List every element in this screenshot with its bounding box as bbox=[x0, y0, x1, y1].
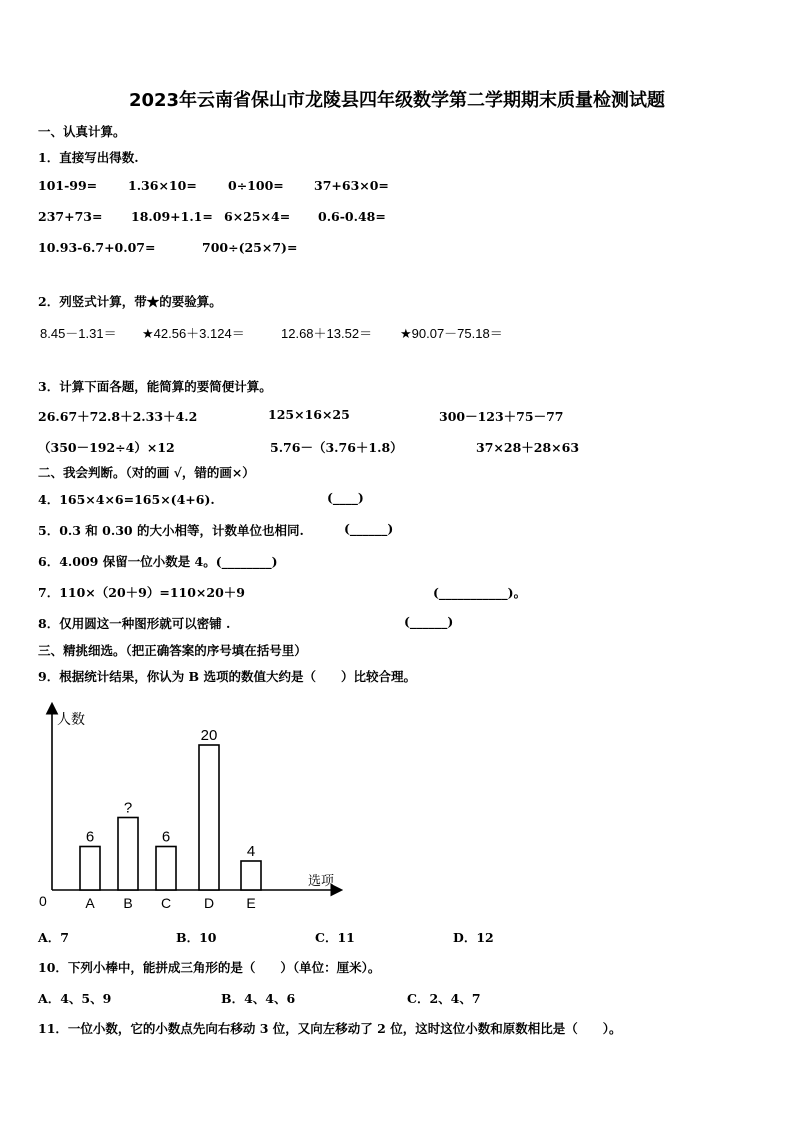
q9-option: C．11 bbox=[315, 930, 355, 945]
q2-item: 12.68＋13.52＝ bbox=[281, 326, 373, 341]
q3-item: 37×28＋28×63 bbox=[476, 440, 580, 455]
q10-option: A．4、5、9 bbox=[38, 991, 112, 1006]
bar-E bbox=[241, 861, 261, 890]
bar-D bbox=[199, 745, 219, 890]
q1-item: 1.36×10= bbox=[128, 178, 197, 193]
q1-item: 101-99= bbox=[38, 178, 98, 193]
q1-item: 700÷(25×7)= bbox=[202, 240, 298, 255]
q3-item: 26.67＋72.8＋2.33＋4.2 bbox=[38, 409, 198, 424]
q1-item: 6×25×4= bbox=[224, 209, 291, 224]
section2-heading: 二、我会判断。（对的画 √，错的画×） bbox=[38, 465, 255, 480]
q6-text: 6．4.009 保留一位小数是 4。(________) bbox=[38, 554, 278, 569]
x-axis-label: 选项 bbox=[308, 873, 335, 888]
category-label: E bbox=[246, 895, 256, 911]
q2-item: ★90.07－75.18＝ bbox=[400, 326, 503, 341]
q11-text: 11．一位小数，它的小数点先向右移动 3 位，又向左移动了 2 位，这时这位小数和原数相比是（ ）。 bbox=[38, 1021, 622, 1036]
bar-value-label: ? bbox=[123, 799, 133, 817]
q4-blank: (____) bbox=[327, 490, 364, 505]
q5-blank: (______) bbox=[344, 521, 394, 536]
q9-text: 9．根据统计结果，你认为 B 选项的数值大约是（ ）比较合理。 bbox=[38, 669, 416, 684]
category-label: C bbox=[160, 895, 172, 911]
q8-text: 8．仅用圆这一种图形就可以密铺 . bbox=[38, 616, 231, 631]
bar-A bbox=[80, 847, 100, 891]
q2-item: ★42.56＋3.124＝ bbox=[142, 326, 245, 341]
q1-prompt: 1．直接写出得数. bbox=[38, 150, 139, 165]
bar-value-label: 6 bbox=[161, 828, 171, 846]
q3-prompt: 3．计算下面各题，能简算的要简便计算。 bbox=[38, 379, 272, 394]
category-label: A bbox=[85, 895, 95, 911]
q10-option: B．4、4、6 bbox=[221, 991, 296, 1006]
bar-chart bbox=[36, 700, 356, 920]
q9-option: D．12 bbox=[453, 930, 494, 945]
bar-value-label: 6 bbox=[85, 828, 95, 846]
q7-blank: (___________)。 bbox=[433, 585, 527, 600]
q3-item: 125×16×25 bbox=[268, 407, 350, 422]
q1-item: 10.93-6.7+0.07= bbox=[38, 240, 156, 255]
section1-heading: 一、认真计算。 bbox=[38, 124, 126, 139]
q1-item: 0.6-0.48= bbox=[318, 209, 386, 224]
bar-value-label: 20 bbox=[200, 727, 218, 744]
origin-label: 0 bbox=[39, 893, 47, 909]
q3-item: （350－192÷4）×12 bbox=[38, 440, 175, 455]
q2-item: 8.45－1.31＝ bbox=[40, 326, 117, 341]
q1-item: 18.09+1.1= bbox=[131, 209, 213, 224]
q9-option: A．7 bbox=[38, 930, 69, 945]
q9-option: B．10 bbox=[176, 930, 217, 945]
bar-value-label: 4 bbox=[246, 843, 256, 860]
q3-item: 5.76－（3.76＋1.8） bbox=[270, 440, 403, 455]
q10-option: C．2、4、7 bbox=[407, 991, 481, 1006]
y-axis-label: 人数 bbox=[57, 711, 85, 727]
category-label: B bbox=[123, 895, 133, 911]
category-label: D bbox=[203, 895, 215, 911]
q4-text: 4．165×4×6=165×(4+6). bbox=[38, 492, 215, 507]
q8-blank: (______) bbox=[404, 614, 454, 629]
bar-C bbox=[156, 847, 176, 891]
q1-item: 237+73= bbox=[38, 209, 103, 224]
bar-B bbox=[118, 818, 138, 891]
q7-text: 7．110×（20＋9）=110×20＋9 bbox=[38, 585, 245, 600]
q3-item: 300－123＋75－77 bbox=[439, 409, 564, 424]
q1-item: 37+63×0= bbox=[314, 178, 389, 193]
q1-item: 0÷100= bbox=[228, 178, 284, 193]
section3-heading: 三、精挑细选。（把正确答案的序号填在括号里） bbox=[38, 643, 307, 658]
page-title: 2023年云南省保山市龙陵县四年级数学第二学期期末质量检测试题 bbox=[128, 90, 666, 111]
q10-text: 10．下列小棒中，能拼成三角形的是（ ）（单位：厘米）。 bbox=[38, 960, 381, 975]
q5-text: 5．0.3 和 0.30 的大小相等，计数单位也相同. bbox=[38, 523, 304, 538]
q2-prompt: 2．列竖式计算，带★的要验算。 bbox=[38, 294, 222, 309]
